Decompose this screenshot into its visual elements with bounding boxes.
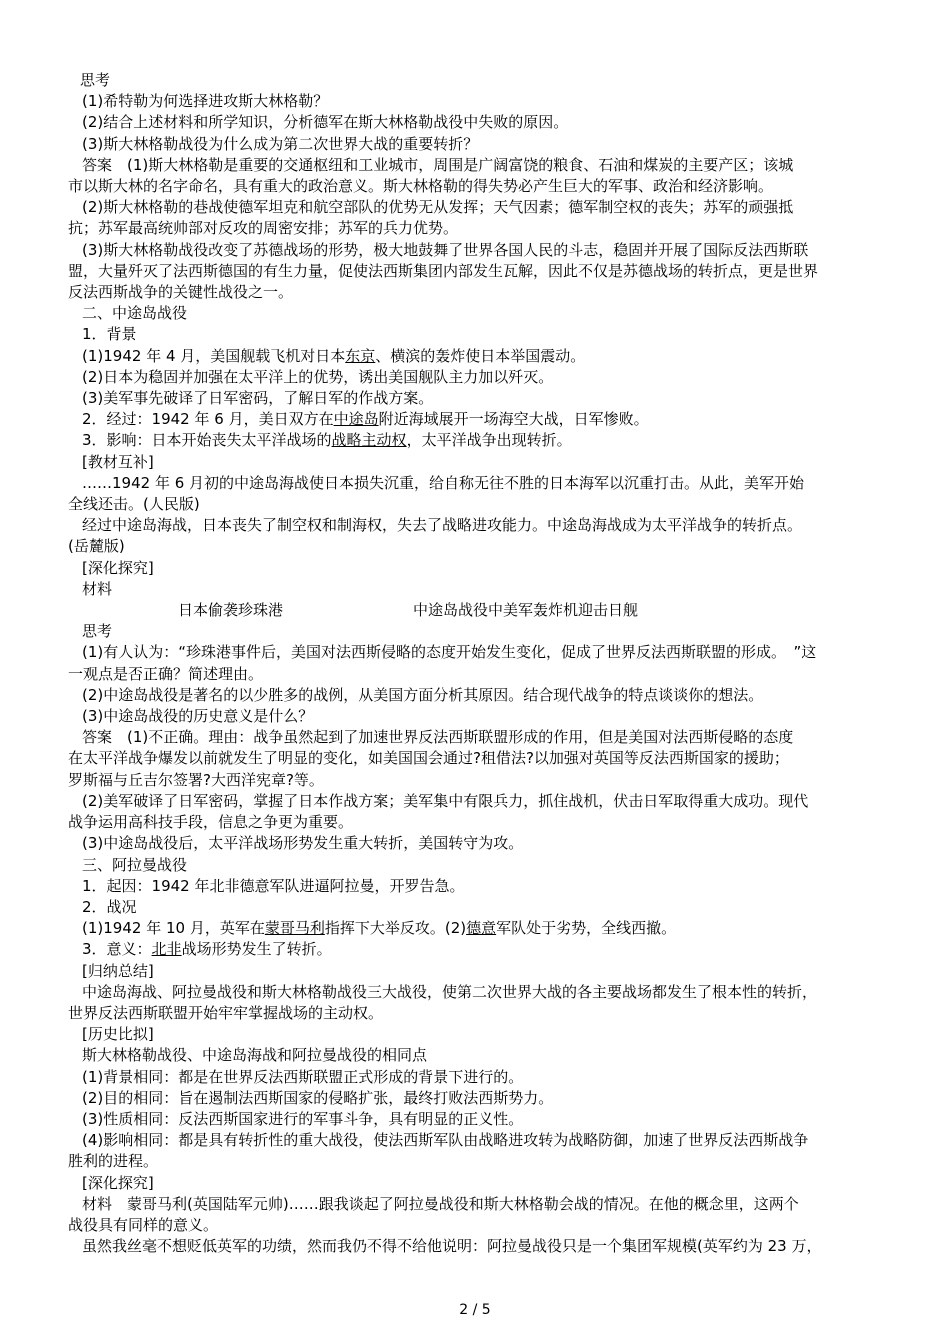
material-line: 战役具有同样的意义。 [68, 1215, 219, 1234]
section-heading-midway: 二、中途岛战役 [82, 304, 188, 323]
question-1: 一观点是否正确？简述理由。 [68, 664, 264, 683]
heading-think: 思考 [80, 71, 111, 89]
answer-line: 答案 (1)不正确。理由：战争虽然起到了加速世界反法西斯联盟形成的作用，但是美国对法西斯侵略的态度 [82, 728, 794, 747]
text-line: (岳麓版) [68, 537, 125, 556]
text-line: (2)目的相同：旨在遏制法西斯国家的侵略扩张，最终打败法西斯势力。 [82, 1088, 554, 1107]
text-span: 3．意义： [82, 940, 152, 959]
answer-line: 抗；苏军最高统帅部对反攻的周密安排；苏军的兵力优势。 [68, 219, 459, 238]
answer-line: 盟，大量歼灭了法西斯德国的有生力量，促使法西斯集团内部发生瓦解，因此不仅是苏德战场的转折点，更是世界 [68, 261, 819, 280]
section-heading-alamein: 三、阿拉曼战役 [82, 855, 188, 874]
underlined-term: 战略主动权 [331, 431, 407, 450]
text-line: (1)背景相同：都是在世界反法西斯联盟正式形成的背景下进行的。 [82, 1067, 524, 1086]
answer-line: (2)斯大林格勒的巷战使德军坦克和航空部队的优势无从发挥；天气因素；德军制空权的丧失；苏军的顽强抵 [82, 198, 794, 217]
page-number: 2 / 5 [459, 1302, 491, 1318]
answer-line: 在太平洋战争爆发以前就发生了明显的变化，如美国国会通过?租借法?以加强对英国等反法西斯国家的援助； [68, 749, 789, 768]
question-3: (3)中途岛战役的历史意义是什么？ [82, 707, 314, 726]
question-3: (3)斯大林格勒战役为什么成为第二次世界大战的重要转折？ [82, 134, 479, 153]
text-line [68, 346, 888, 367]
underlined-term: 蒙哥马利 [264, 919, 325, 938]
text-span: 附近海域展开一场海空大战，日军惨败。 [378, 410, 649, 429]
subheading-battle: 2．战况 [82, 897, 137, 916]
heading-think: 思考 [82, 622, 113, 641]
text-line: 全线还击。(人民版) [68, 495, 200, 514]
text-line: 经过中途岛海战，日本丧失了制空权和制海权，失去了战略进攻能力。中途岛海战成为太平洋战争的转折点。 [82, 516, 803, 535]
caption-pearl-harbor: 日本偷袭珍珠港 [178, 601, 284, 620]
tag-history-comparison: [历史比拟] [82, 1025, 154, 1044]
caption-midway-bombers: 中途岛战役中美军轰炸机迎击日舰 [413, 601, 639, 620]
answer-line: 答案 (1)斯大林格勒是重要的交通枢纽和工业城市，周围是广阔富饶的粮食、石油和煤炭的主要产区；该城 [82, 155, 794, 174]
tag-textbook-supplement: [教材互补] [82, 452, 154, 471]
underlined-term: 北非 [151, 940, 182, 959]
text-line: 胜利的进程。 [68, 1152, 159, 1171]
text-span: 2．经过：1942 年 6 月，美日双方在 [82, 410, 334, 429]
underlined-term: 中途岛 [333, 410, 379, 429]
tag-deep-inquiry: [深化探究] [82, 558, 154, 577]
image-captions [68, 600, 888, 621]
text-line [68, 939, 888, 960]
answer-line: 反法西斯战争的关键性战役之一。 [68, 283, 294, 302]
text-line: (3)性质相同：反法西斯国家进行的军事斗争，具有明显的正义性。 [82, 1109, 524, 1128]
tag-deep-inquiry: [深化探究] [82, 1173, 154, 1192]
document-body [68, 70, 888, 1257]
text-line [68, 409, 888, 430]
text-line: 斯大林格勒战役、中途岛海战和阿拉曼战役的相同点 [82, 1046, 428, 1065]
text-line: 1．起因：1942 年北非德意军队进逼阿拉曼，开罗告急。 [82, 876, 465, 895]
material-line: 虽然我丝毫不想贬低英军的功绩，然而我仍不得不给他说明：阿拉曼战役只是一个集团军规模(英军约为 23 万， [82, 1237, 822, 1256]
text-line: 中途岛海战、阿拉曼战役和斯大林格勒战役三大战役，使第二次世界大战的各主要战场都发生了根本性的转折， [82, 982, 818, 1001]
answer-line: (2)美军破译了日军密码，掌握了日本作战方案；美军集中有限兵力，抓住战机，伏击日军取得重大成功。现代 [82, 791, 809, 810]
material-label: 材料 [82, 579, 113, 598]
answer-line: 市以斯大林的名字命名，具有重大的政治意义。斯大林格勒的得失势必产生巨大的军事、政治和经济影响。 [68, 177, 774, 196]
underlined-term: 东京 [345, 346, 376, 365]
question-1: (1)有人认为：“珍珠港事件后，美国对法西斯侵略的态度开始发生变化，促成了世界反法西斯联盟的形成。 ”这 [82, 643, 817, 662]
text-span: 军队处于劣势，全线西撤。 [496, 919, 677, 938]
text-span: 、横滨的轰炸使日本举国震动。 [375, 346, 586, 365]
text-line: (4)影响相同：都是具有转折性的重大战役，使法西斯军队由战略进攻转为战略防御，加速了世界反法西斯战争 [82, 1131, 809, 1150]
question-2: (2)结合上述材料和所学知识，分析德军在斯大林格勒战役中失败的原因。 [82, 113, 569, 132]
subheading-background: 1．背景 [82, 325, 137, 344]
answer-line: (3)斯大林格勒战役改变了苏德战场的形势，极大地鼓舞了世界各国人民的斗志，稳固并开展了国际反法西斯联 [82, 240, 809, 259]
question-2: (2)中途岛战役是著名的以少胜多的战例，从美国方面分析其原因。结合现代战争的特点谈谈你的想法。 [82, 685, 764, 704]
text-line: (3)美军事先破译了日军密码，了解日军的作战方案。 [82, 389, 434, 408]
text-span: ，太平洋战争出现转折。 [406, 431, 572, 450]
text-line: (2)日本为稳固并加强在太平洋上的优势，诱出美国舰队主力加以歼灭。 [82, 367, 554, 386]
text-span: 3．影响：日本开始丧失太平洋战场的 [82, 431, 332, 450]
text-span: (1)1942 年 10 月，英军在 [82, 919, 265, 938]
question-1: (1)希特勒为何选择进攻斯大林格勒？ [82, 92, 329, 111]
text-line [68, 430, 888, 451]
text-span: 战场形势发生了转折。 [181, 940, 332, 959]
text-span: (1)1942 年 4 月，美国舰载飞机对日本 [82, 346, 346, 365]
answer-line: 战争运用高科技手段，信息之争更为重要。 [68, 813, 354, 832]
tag-summary: [归纳总结] [82, 961, 154, 980]
material-line: 材料 蒙哥马利(英国陆军元帅)……跟我谈起了阿拉曼战役和斯大林格勒会战的情况。在他的概念里，这两个 [82, 1194, 799, 1213]
underlined-term: 德意 [466, 919, 497, 938]
text-line: 世界反法西斯联盟开始牢牢掌握战场的主动权。 [68, 1003, 384, 1022]
text-line [68, 918, 888, 939]
answer-line: 罗斯福与丘吉尔签署?大西洋宪章?等。 [68, 770, 324, 789]
answer-line: (3)中途岛战役后，太平洋战场形势发生重大转折，美国转守为攻。 [82, 834, 524, 853]
text-line: ……1942 年 6 月初的中途岛海战使日本损失沉重，给自称无往不胜的日本海军以沉重打击。从此，美军开始 [82, 473, 805, 492]
text-span: 指挥下大举反攻。(2) [324, 919, 467, 938]
